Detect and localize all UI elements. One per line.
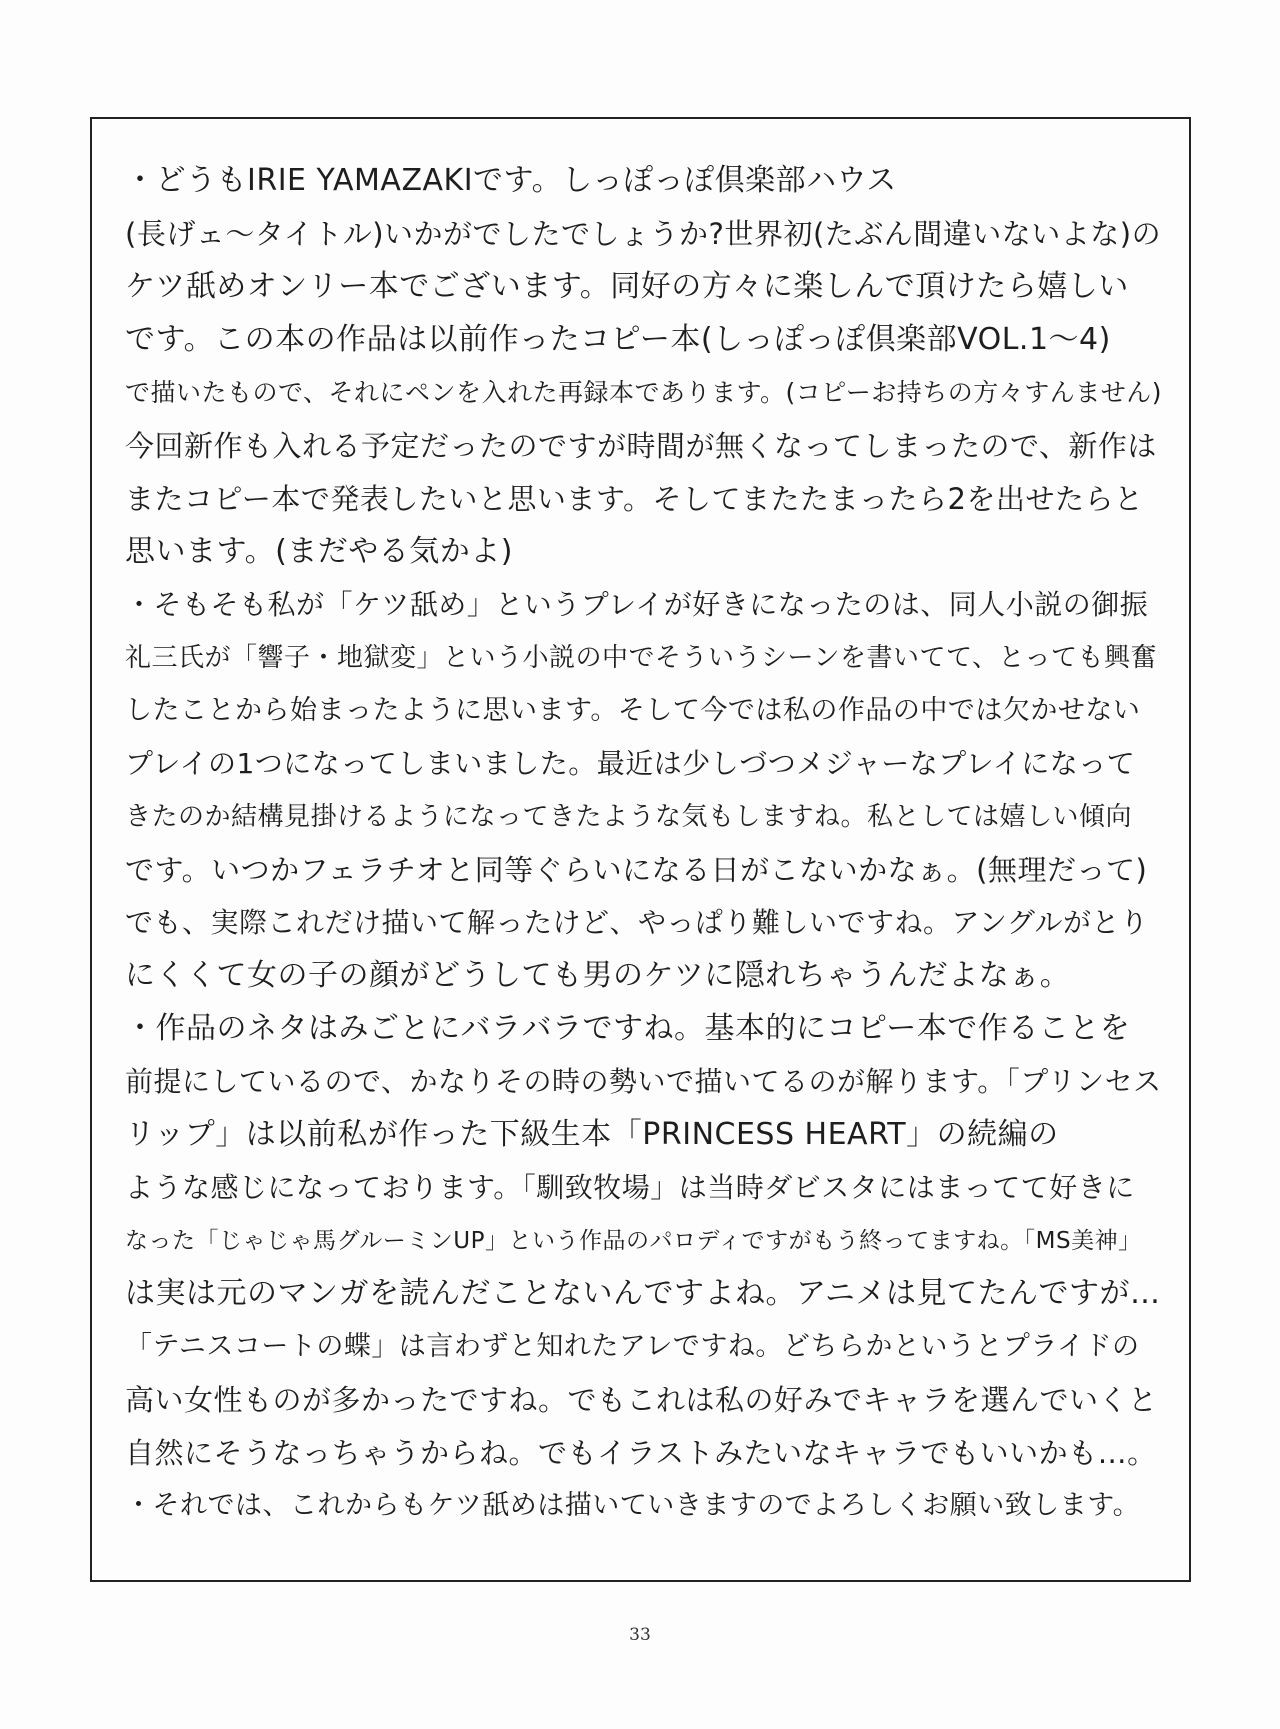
text-line: です。この本の作品は以前作ったコピー本(しっぽっぽ倶楽部VOL.1〜4) [125, 322, 1111, 357]
text-line: 今回新作も入れる予定だったのですが時間が無くなってしまったので、新作は [125, 429, 1157, 463]
handwritten-afterword-text [125, 155, 1175, 1575]
text-line: でも、実際これだけ描いて解ったけど、やっぱり難しいですね。アングルがとり [125, 906, 1149, 939]
text-line: 「テニスコートの蝶」は言わずと知れたアレですね。どちらかというとプライドの [125, 1331, 1140, 1362]
text-line: (長げェ〜タイトル)いかがでしたでしょうか?世界初(たぶん間違いないよな)の [125, 217, 1162, 251]
text-line: 高い女性ものが多かったですね。でもこれは私の好みでキャラを選んでいくと [125, 1383, 1158, 1417]
text-line: 自然にそうなっちゃうからね。でもイラストみたいなキャラでもいいかも…。 [125, 1436, 1157, 1470]
text-line: ・作品のネタはみごとにバラバラですね。基本的にコピー本で作ることを [125, 1011, 1131, 1046]
text-line: です。いつかフェラチオと同等ぐらいになる日がこないかなぁ。(無理だって) [125, 853, 1148, 887]
text-line: なった「じゃじゃ馬グルーミンUP」という作品のパロディですがもう終ってますね。「MS美神」 [125, 1228, 1142, 1254]
text-line: したことから始まったように思います。そして今では私の作品の中では欠かせない [125, 695, 1141, 726]
text-line: にくくて女の子の顔がどうしても男のケツに隠れちゃうんだよなぁ。 [125, 958, 1071, 993]
text-line: は実は元のマンガを読んだことないんですよね。アニメは見てたんですが… [125, 1276, 1161, 1311]
text-line: ・そもそも私が「ケツ舐め」というプレイが好きになったのは、同人小説の御振 [125, 588, 1149, 621]
text-line: ・それでは、これからもケツ舐めは描いていきますのでよろしくお願い致します。 [125, 1490, 1141, 1521]
text-line: またコピー本で発表したいと思います。そしてまたたまったら2を出せたらと [125, 482, 1144, 516]
text-line: 思います。(まだやる気かよ) [125, 534, 514, 569]
text-line: プレイの1つになってしまいました。最近は少しづつメジャーなプレイになって [125, 747, 1136, 780]
text-line: ・どうもIRIE YAMAZAKIです。しっぽっぽ倶楽部ハウス [125, 163, 897, 198]
text-line: 礼三氏が「響子・地獄変」という小説の中でそういうシーンを書いてて、とっても興奮 [125, 643, 1157, 673]
text-line: ような感じになっております。「馴致牧場」は当時ダビスタにはまってて好きに [125, 1171, 1135, 1204]
text-line: ケツ舐めオンリー本でございます。同好の方々に楽しんで頂けたら嬉しい [125, 269, 1129, 304]
page-number: 33 [629, 1625, 651, 1645]
text-line: で描いたもので、それにペンを入れた再録本であります。(コピーお持ちの方々すんません) [125, 378, 1163, 407]
text-line: 前提にしているので、かなりその時の勢いで描いてるのが解ります。「プリンセス [125, 1065, 1162, 1098]
text-line: きたのか結構見掛けるようになってきたような気もしますね。私としては嬉しい傾向 [125, 802, 1133, 832]
text-line: リップ」は以前私が作った下級生本「PRINCESS HEART」の続編の [125, 1117, 1059, 1152]
